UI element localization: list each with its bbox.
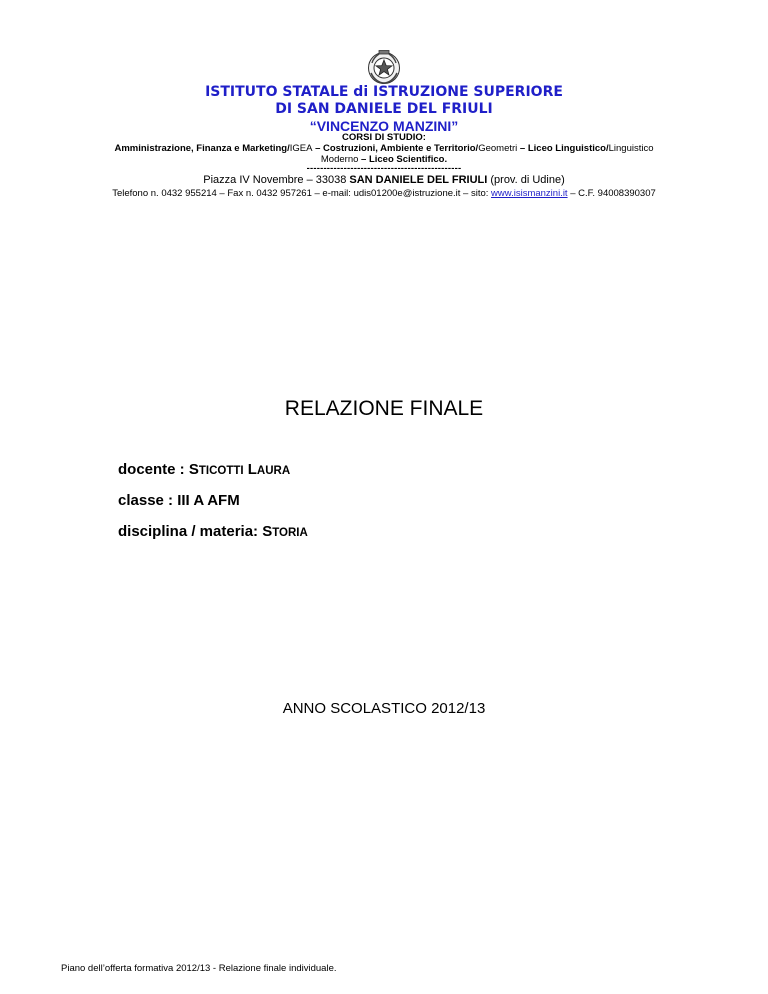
teacher-name-rest: AURA	[256, 465, 291, 477]
teacher-field	[118, 461, 290, 480]
course-cat: – Costruzioni, Ambiente e Territorio/	[312, 143, 479, 154]
subject-field	[118, 523, 308, 542]
school-name-line1: ISTITUTO STATALE di ISTRUZIONE SUPERIORE	[205, 84, 563, 100]
address-city: SAN DANIELE DEL FRIULI	[349, 174, 488, 186]
italian-republic-emblem-icon	[366, 49, 402, 85]
subject-label: disciplina / materia:	[118, 523, 263, 540]
address-province: (prov. di Udine)	[487, 174, 565, 186]
address-street: Piazza IV Novembre – 33038	[203, 174, 350, 186]
school-subtitle: “VINCENZO MANZINI”	[309, 118, 459, 134]
course-igea: IGEA	[289, 143, 313, 154]
teacher-name-initial: L	[247, 461, 257, 478]
school-name-line2: DI SAN DANIELE DEL FRIULI	[275, 101, 493, 117]
contacts-info: Telefono n. 0432 955214 – Fax n. 0432 957261 – e-mail: udis01200e@istruzione.it – sito:	[112, 188, 492, 199]
website-link[interactable]: www.isismanzini.it	[491, 188, 568, 199]
courses-title: CORSI DI STUDIO:	[342, 132, 426, 143]
subject-rest: TORIA	[272, 527, 308, 539]
course-geometri: Geometri	[478, 143, 518, 154]
separator-dashes: ----------------------------------------------	[306, 163, 462, 174]
course-moderno: Moderno	[320, 154, 359, 165]
course-liceo-scientifico: – Liceo Scientifico.	[358, 154, 448, 165]
teacher-surname-initial: S	[188, 461, 199, 478]
document-title: RELAZIONE FINALE	[284, 397, 484, 420]
teacher-surname-rest: TICOTTI	[198, 465, 244, 477]
course-linguistico: Linguistico	[608, 143, 654, 154]
teacher-label: docente :	[118, 461, 189, 478]
course-afm: Amministrazione, Finanza e Marketing/	[114, 143, 290, 154]
page-footer: Piano dell’offerta formativa 2012/13 - Relazione finale individuale.	[61, 963, 337, 974]
school-year: ANNO SCOLASTICO 2012/13	[282, 700, 486, 717]
subject-initial: S	[262, 523, 273, 540]
class-value: III A AFM	[177, 492, 240, 509]
course-liceo-linguistico: – Liceo Linguistico/	[517, 143, 609, 154]
class-field	[118, 492, 240, 510]
school-contacts	[0, 188, 768, 200]
school-address	[0, 173, 768, 187]
class-label: classe :	[118, 492, 178, 509]
contacts-tax-code: – C.F. 94008390307	[567, 188, 656, 199]
